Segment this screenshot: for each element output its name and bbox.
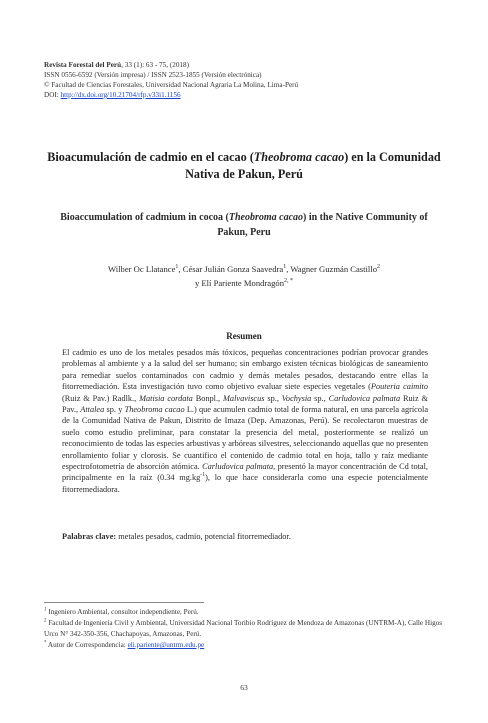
abstract-text: sp., <box>264 393 282 403</box>
keywords-label: Palabras clave: <box>62 532 117 541</box>
doi-label: DOI: <box>44 91 61 99</box>
title-english <box>50 210 438 240</box>
journal-citation <box>44 60 298 70</box>
title-spanish <box>40 149 448 183</box>
abstract-text: L.) que acumulen cadmio total de forma natural, en una parcela agrícola de la Comunidad Nativa de Pakun, Distrito de Imaza (Dep. Amazonas, Perú). Se recolectaron muestras de suelo como estudio preliminar, para constatar la presencia del metal, posteriormente se realizó un reconocimiento de todas las especies arbustivas y arbóreas silvestres, seleccionando aquellas que no presenten enrollamiento foliar y clorosis. Se cuantifico el contenido de cadmio total en hoja, tallo y raíz mediante espectrofotometría de absorción atómica. <box>62 405 429 472</box>
volume-info: , 33 (1): 63 - 75, (2018) <box>121 61 189 69</box>
doi-line <box>44 90 298 100</box>
author-1-affil: 1 <box>175 264 179 271</box>
abstract-text: (Ruiz & Pav.) Radlk., <box>62 393 140 403</box>
author-1: Wilber Oc Llatance <box>107 264 176 274</box>
copyright-line: © Facultad de Ciencias Forestales, Universidad Nacional Agraria La Molina, Lima-Perú <box>44 81 299 89</box>
abstract-text: Bonpl., <box>192 393 224 403</box>
footnote-2-text: Facultad de Ingeniería Civil y Ambiental, Universidad Nacional Toribio Rodríguez de Mendoza de Amazonas (UNTRM-A), Calle Higos Urco N° 342-350-356, Chachapoyas, Amazonas, Perú. <box>44 619 443 638</box>
footnote-1-text: Ingeniero Ambiental, consultor independiente, Perú. <box>46 608 199 616</box>
species-name: Attalea <box>80 405 105 415</box>
species-name: Theobroma cacao <box>124 405 185 415</box>
title-en-part2: ) in the Native Community of Pakun, Peru <box>217 212 428 238</box>
author-3-affil: 2 <box>377 264 381 271</box>
species-name: Malvaviscus <box>223 393 265 403</box>
keywords-text: metales pesados, cadmio, potencial fitorremediador. <box>116 532 291 541</box>
footnote-3-text: Autor de Correspondencia: <box>46 641 128 649</box>
abstract-text: sp. y <box>104 405 125 415</box>
footnote-1 <box>44 607 454 618</box>
title-es-part2: ) en la Comunidad Nativa de Pakun, Perú <box>185 150 441 181</box>
doi-link[interactable]: http://dx.doi.org/10.21704/rfp.v33i1.1156 <box>60 91 181 99</box>
footnote-2-marker: 2 <box>44 618 47 624</box>
footnote-3 <box>44 640 454 651</box>
footnote-1-marker: 1 <box>44 607 47 613</box>
page-number: 63 <box>240 683 248 692</box>
species-name: Carludovica palmata <box>202 462 274 472</box>
footnote-divider <box>44 602 204 603</box>
abstract-text: , presentó la mayor concentración de Cd total, principalmente en la raíz (0.34 mg.kg <box>62 462 428 483</box>
species-name: Matisia cordata <box>139 393 193 403</box>
author-2: , César Julián Gonza Saavedra <box>178 264 284 274</box>
species-name: Vochysia <box>281 393 312 403</box>
species-name: Pouteria caimito <box>370 382 429 392</box>
authors-line-2 <box>40 276 448 290</box>
author-4: y Elí Pariente Mondragón <box>194 278 284 288</box>
abstract-text: Ruiz & Pav., <box>62 393 428 415</box>
abstract-body <box>62 347 428 495</box>
abstract-text: ), lo que hace considerarla como una especie potencialmente fitorremediadora. <box>62 473 429 494</box>
abstract-text: sp., <box>311 393 329 403</box>
authors-line-1 <box>40 262 448 276</box>
title-en-species: Theobroma cacao <box>228 212 304 223</box>
keywords <box>62 531 428 542</box>
author-4-affil: 2, * <box>284 278 294 285</box>
author-3: , Wagner Guzmán Castillo <box>286 264 377 274</box>
species-name: Carludovica palmata <box>328 393 401 403</box>
footnotes <box>44 607 454 651</box>
author-list <box>40 262 448 290</box>
issn-line: ISSN 0556-6592 (Versión impresa) / ISSN 2523-1855 (Versión electrónica) <box>44 71 262 79</box>
title-es-species: Theobroma cacao <box>253 150 345 164</box>
abstract-text: El cadmio es uno de los metales pesados más tóxicos, pequeñas concentraciones podrían provocar grandes problemas al ambiente y a la salud del ser humano; sin embargo existen técnicas biológicas de saneamiento para remediar suelos contaminados con cadmio y demás metales pesados, destacando entre ellas la fitorremediación. Esta investigación tuvo como objetivo evaluar siete especies vegetales ( <box>62 348 428 392</box>
footnote-2 <box>44 618 454 640</box>
author-2-affil: 1 <box>283 264 287 271</box>
title-es-part1: Bioacumulación de cadmio en el cacao ( <box>47 150 254 164</box>
journal-name: Revista Forestal del Perú <box>44 61 122 69</box>
journal-header <box>44 60 298 100</box>
title-en-part1: Bioaccumulation of cadmium in cocoa ( <box>60 212 229 223</box>
unit-exponent: -1 <box>200 472 206 479</box>
correspondence-email-link[interactable]: eli.pariente@untrm.edu.pe <box>127 641 205 649</box>
footnote-3-marker: * <box>44 640 47 646</box>
abstract-heading: Resumen <box>226 331 262 341</box>
